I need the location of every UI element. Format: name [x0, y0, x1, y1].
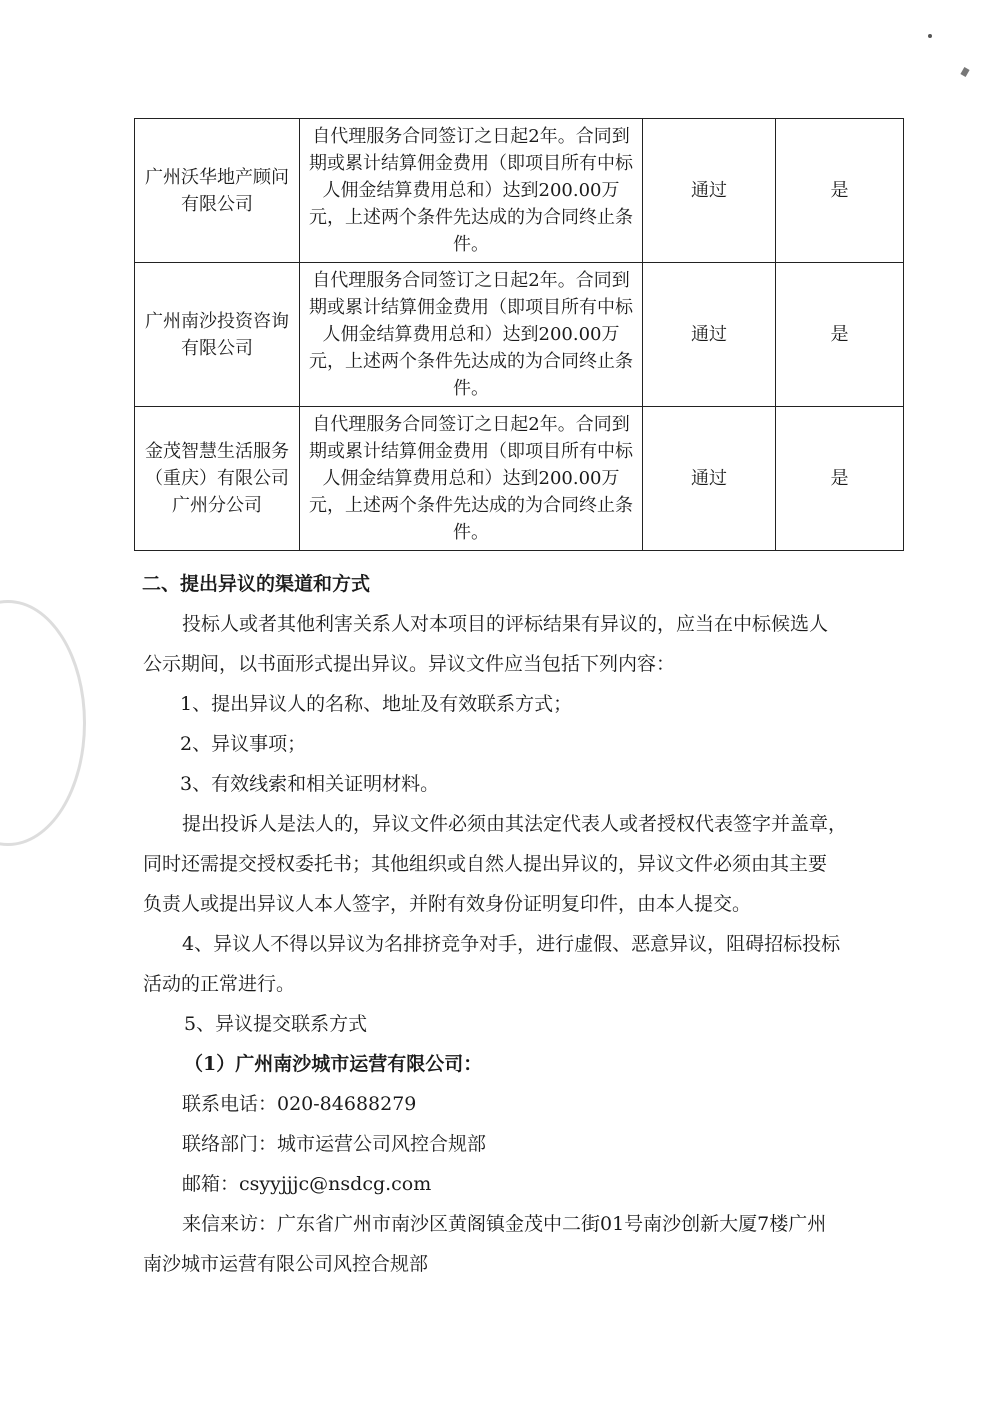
company-cell: 广州南沙投资咨询有限公司 [135, 263, 300, 407]
table-row [135, 119, 904, 263]
paragraph-line: 活动的正常进行。 [143, 973, 296, 995]
paragraph-line: 公示期间，以书面形式提出异议。异议文件应当包括下列内容： [143, 653, 676, 675]
paragraph-line: 同时还需提交授权委托书；其他组织或自然人提出异议的，异议文件必须由其主要 [143, 853, 828, 875]
flag-cell: 是 [776, 263, 904, 407]
term-cell: 自代理服务合同签订之日起2年。合同到期或累计结算佣金费用（即项目所有中标人佣金结算费用总和）达到200.00万元，上述两个条件先达成的为合同终止条件。 [300, 263, 643, 407]
company-cell: 广州沃华地产顾问有限公司 [135, 119, 300, 263]
paragraph-line: 提出投诉人是法人的，异议文件必须由其法定代表人或者授权代表签字并盖章， [182, 813, 848, 835]
result-cell: 通过 [643, 263, 776, 407]
flag-cell: 是 [776, 119, 904, 263]
list-item: 3、有效线索和相关证明材料。 [180, 773, 440, 795]
term-cell: 自代理服务合同签订之日起2年。合同到期或累计结算佣金费用（即项目所有中标人佣金结算费用总和）达到200.00万元，上述两个条件先达成的为合同终止条件。 [300, 119, 643, 263]
term-cell: 自代理服务合同签订之日起2年。合同到期或累计结算佣金费用（即项目所有中标人佣金结算费用总和）达到200.00万元，上述两个条件先达成的为合同终止条件。 [300, 407, 643, 551]
table-row [135, 407, 904, 551]
paragraph-line: 投标人或者其他利害关系人对本项目的评标结果有异议的，应当在中标候选人 [182, 613, 829, 635]
contact-address: 来信来访：广东省广州市南沙区黄阁镇金茂中二街01号南沙创新大厦7楼广州 [182, 1213, 827, 1235]
flag-cell: 是 [776, 407, 904, 551]
result-cell: 通过 [643, 407, 776, 551]
company-cell: 金茂智慧生活服务（重庆）有限公司广州分公司 [135, 407, 300, 551]
scan-mark [960, 67, 969, 77]
table-row [135, 263, 904, 407]
list-item: 4、异议人不得以异议为名排挤竞争对手，进行虚假、恶意异议，阻碍招标投标 [182, 933, 841, 955]
contact-address: 南沙城市运营有限公司风控合规部 [143, 1253, 429, 1275]
paragraph-line: 负责人或提出异议人本人签字，并附有效身份证明复印件，由本人提交。 [143, 893, 752, 915]
contact-phone: 联系电话：020-84688279 [182, 1093, 417, 1115]
section-heading: 二、提出异议的渠道和方式 [142, 573, 371, 595]
list-item: 1、提出异议人的名称、地址及有效联系方式； [180, 693, 573, 715]
contact-email: 邮箱：csyyjjjc@nsdcg.com [182, 1173, 432, 1195]
scan-mark [928, 34, 932, 38]
list-item: 2、异议事项； [180, 733, 307, 755]
contact-department: 联络部门：城市运营公司风控合规部 [182, 1133, 487, 1155]
seal-stamp [0, 600, 86, 846]
result-cell: 通过 [643, 119, 776, 263]
list-item: 5、异议提交联系方式 [184, 1013, 368, 1035]
contact-company: （1）广州南沙城市运营有限公司： [184, 1053, 483, 1075]
results-table [134, 118, 904, 551]
